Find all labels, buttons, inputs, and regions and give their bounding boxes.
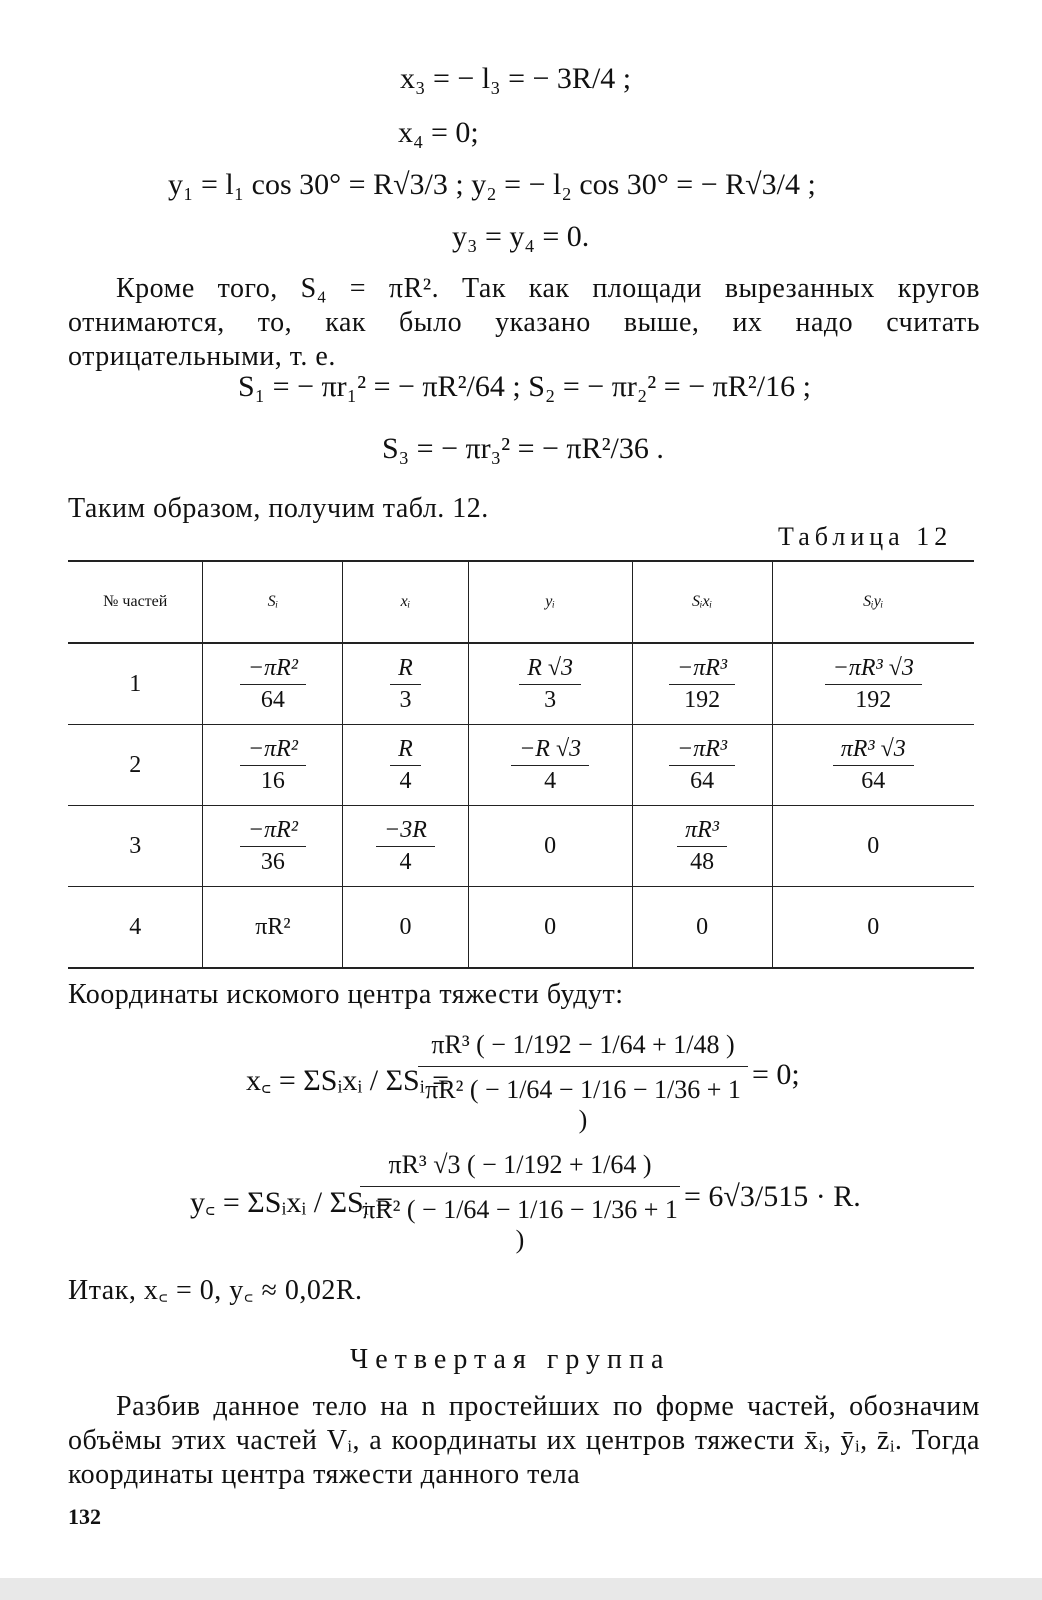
equation-s1-s2: S₁ = − πr₁² = − πR²/64 ; S₂ = − πr₂² = − πR²/16 ;	[238, 370, 811, 403]
table-cell	[343, 643, 468, 725]
fraction-numerator: R √3	[519, 655, 581, 685]
cell-value: 0	[696, 913, 709, 940]
paragraph-fourth-group: Разбив данное тело на n простейших по форме частей, обозначим объёмы этих частей Vᵢ, а координаты их центров тяжести x̄ᵢ, ȳᵢ, z̄ᵢ. Тогда координаты центра тяжести данного тела	[68, 1391, 980, 1490]
fraction-numerator: R	[390, 655, 421, 685]
table-row	[68, 643, 974, 725]
equation-y3-y4: y₃ = y₄ = 0.	[452, 220, 590, 253]
page-number: 132	[68, 1504, 101, 1529]
paragraph-table-intro: Таким образом, получим табл. 12.	[68, 493, 489, 524]
table-row	[68, 725, 974, 806]
formula-yc-numerator: πR³ √3 ( − 1/192 + 1/64 )	[360, 1150, 680, 1187]
table-caption: Таблица 12	[778, 522, 953, 551]
table-12	[68, 560, 974, 969]
table-cell	[343, 887, 468, 969]
fraction-numerator: −πR³	[669, 736, 735, 766]
formula-yc-right: = 6√3/515 · R.	[684, 1180, 861, 1213]
fraction-numerator: −R √3	[511, 736, 589, 766]
fraction-numerator: −πR²	[240, 736, 306, 766]
fraction-denominator: 48	[690, 848, 715, 875]
fraction-numerator: R	[390, 736, 421, 766]
header-sixi: Sᵢxᵢ	[632, 561, 772, 643]
equation-x4: x₄ = 0;	[398, 116, 479, 149]
fraction-denominator: 4	[399, 767, 412, 794]
cell-fraction	[519, 655, 581, 714]
fraction-denominator: 16	[260, 767, 285, 794]
table-cell	[343, 725, 468, 806]
table-cell	[468, 725, 632, 806]
table-cell	[632, 643, 772, 725]
fraction-numerator: −πR²	[240, 817, 306, 847]
fraction-denominator: 36	[260, 848, 285, 875]
fraction-denominator: 3	[544, 686, 557, 713]
fraction-denominator: 4	[399, 848, 412, 875]
fraction-numerator: πR³	[677, 817, 727, 847]
fraction-numerator: −3R	[376, 817, 435, 847]
formula-yc-fraction	[360, 1150, 680, 1255]
table-cell	[203, 887, 343, 969]
cell-value: 3	[129, 832, 142, 859]
cell-fraction	[677, 817, 727, 876]
table-cell	[203, 806, 343, 887]
cell-value: 0	[867, 832, 880, 859]
paragraph-areas: Кроме того, S₄ = πR². Так как площади вырезанных кругов отнимаются, то, как было указано выше, их надо считать отрицательными, т. е.	[68, 273, 980, 372]
cell-value: 4	[129, 913, 142, 940]
table-cell	[343, 806, 468, 887]
header-siyi: Sᵢyᵢ	[772, 561, 974, 643]
cell-value: 0	[867, 913, 880, 940]
table-cell	[772, 643, 974, 725]
equation-s3: S₃ = − πr₃² = − πR²/36 .	[382, 432, 664, 465]
formula-xc-denominator: πR² ( − 1/64 − 1/16 − 1/36 + 1 )	[425, 1075, 741, 1134]
header-xi: xᵢ	[343, 561, 468, 643]
fraction-numerator: −πR²	[240, 655, 306, 685]
table-cell	[68, 643, 203, 725]
formula-xc-left: x꜀ = ΣSᵢxᵢ / ΣSᵢ =	[246, 1064, 450, 1097]
cell-value: 2	[129, 751, 142, 778]
fraction-denominator: 64	[260, 686, 285, 713]
equation-x3: x₃ = − l₃ = − 3R/4 ;	[400, 62, 632, 95]
table-cell	[468, 806, 632, 887]
table-cell	[203, 643, 343, 725]
fraction-numerator: −πR³	[669, 655, 735, 685]
formula-xc-right: = 0;	[752, 1058, 800, 1091]
cell-fraction	[240, 655, 306, 714]
fraction-numerator: −πR³ √3	[825, 655, 922, 685]
fraction-denominator: 3	[399, 686, 412, 713]
cell-fraction	[390, 655, 421, 714]
equation-y1-y2: y₁ = l₁ cos 30° = R√3/3 ; y₂ = − l₂ cos 30° = − R√3/4 ;	[168, 168, 816, 201]
table-row	[68, 806, 974, 887]
fraction-denominator: 4	[544, 767, 557, 794]
fraction-denominator: 192	[855, 686, 892, 713]
table-header-row	[68, 561, 974, 643]
cell-fraction	[511, 736, 589, 795]
table-row	[68, 887, 974, 969]
table-cell	[772, 806, 974, 887]
cell-fraction	[376, 817, 435, 876]
fraction-denominator: 192	[684, 686, 721, 713]
cell-fraction	[833, 736, 914, 795]
cell-fraction	[240, 817, 306, 876]
table-cell	[772, 725, 974, 806]
table-cell	[632, 725, 772, 806]
table-cell	[632, 806, 772, 887]
cell-value: 1	[129, 670, 142, 697]
cell-value: 0	[544, 832, 557, 859]
header-si: Sᵢ	[203, 561, 343, 643]
cell-fraction	[390, 736, 421, 795]
cell-fraction	[669, 655, 735, 714]
cell-fraction	[240, 736, 306, 795]
header-part-number: № частей	[68, 561, 203, 643]
table-cell	[632, 887, 772, 969]
result-line: Итак, x꜀ = 0, y꜀ ≈ 0,02R.	[68, 1275, 363, 1306]
table-cell	[68, 725, 203, 806]
header-yi: yᵢ	[468, 561, 632, 643]
table-cell	[203, 725, 343, 806]
table-cell	[468, 887, 632, 969]
table-cell	[68, 887, 203, 969]
table-cell	[772, 887, 974, 969]
cell-value: 0	[399, 913, 412, 940]
table-cell	[68, 806, 203, 887]
fraction-numerator: πR³ √3	[833, 736, 914, 766]
formula-yc-left: y꜀ = ΣSᵢxᵢ / ΣSᵢ =	[190, 1186, 394, 1219]
section-heading: Четвертая группа	[350, 1344, 671, 1375]
table-cell	[468, 643, 632, 725]
paragraph-coordinates-intro: Координаты искомого центра тяжести будут:	[68, 979, 624, 1010]
cell-fraction	[669, 736, 735, 795]
fraction-denominator: 64	[690, 767, 715, 794]
formula-xc-numerator: πR³ ( − 1/192 − 1/64 + 1/48 )	[418, 1030, 748, 1067]
cell-fraction	[825, 655, 922, 714]
cell-value: πR²	[255, 913, 291, 940]
fraction-denominator: 64	[861, 767, 886, 794]
scan-bottom-edge	[0, 1578, 1042, 1600]
cell-value: 0	[544, 913, 557, 940]
formula-yc-denominator: πR² ( − 1/64 − 1/16 − 1/36 + 1 )	[362, 1195, 678, 1254]
formula-xc-fraction	[418, 1030, 748, 1135]
